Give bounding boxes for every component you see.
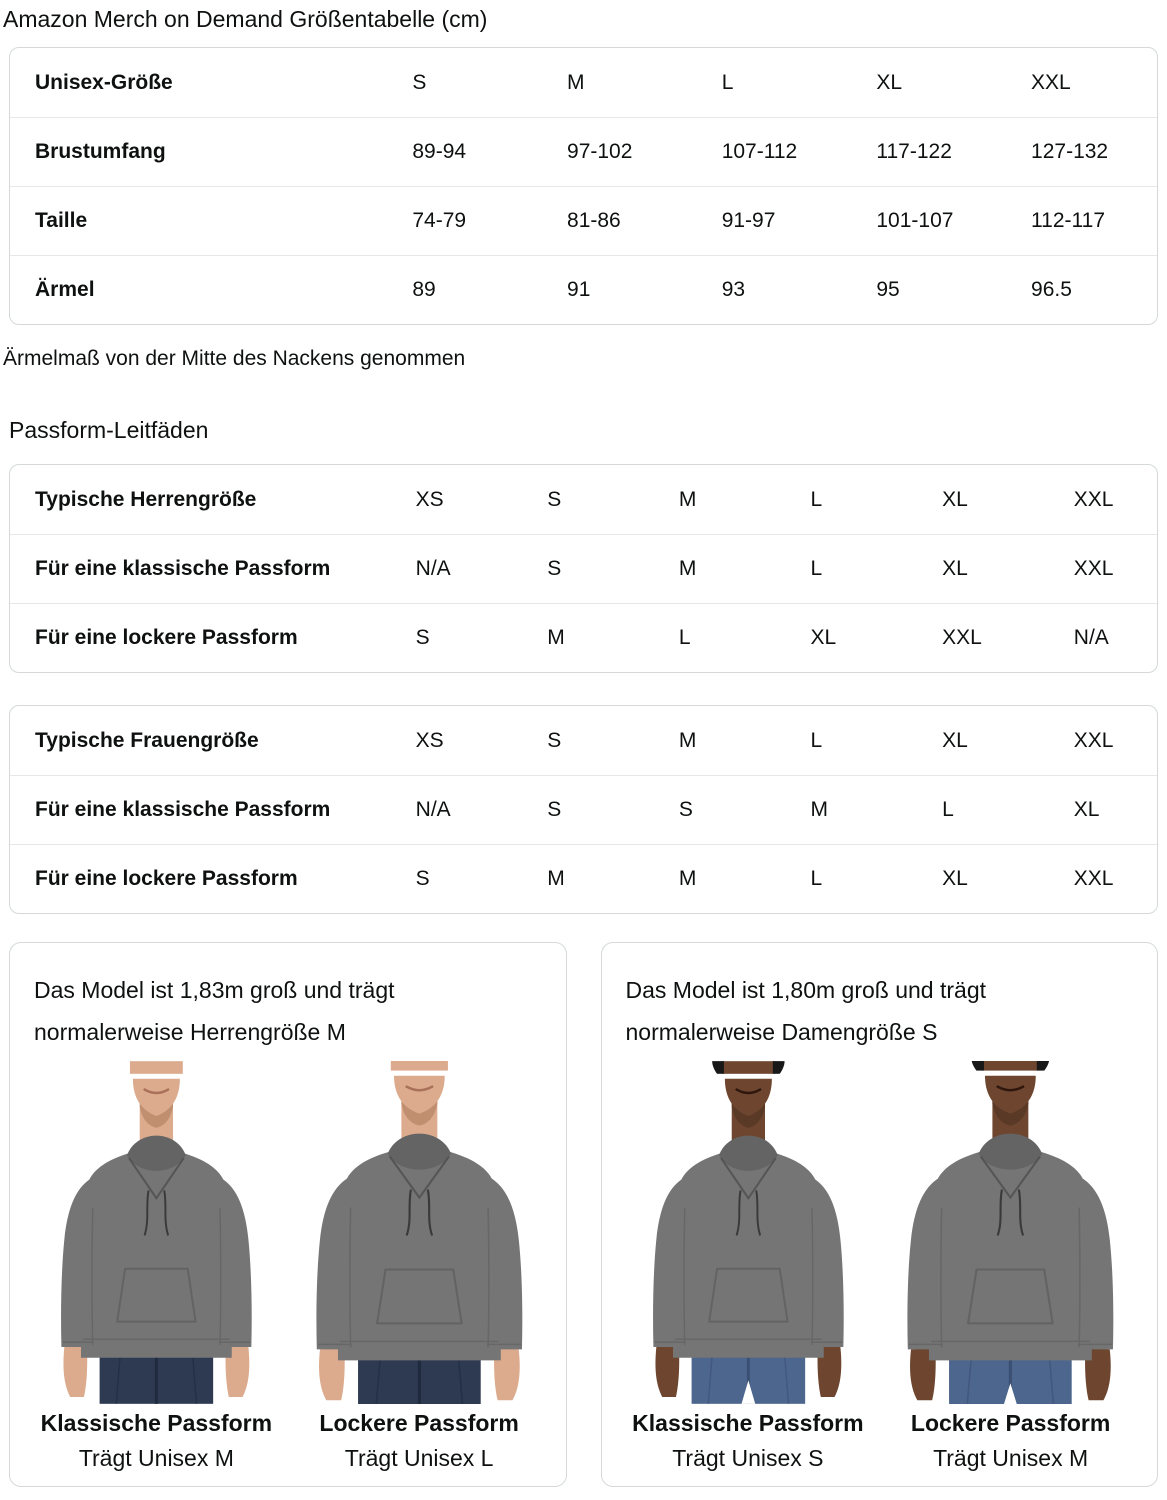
cell: XXL — [942, 626, 982, 649]
row-label: Typische Frauengröße — [35, 728, 259, 752]
size-header-cell: L — [721, 70, 734, 94]
table-row — [10, 465, 1157, 534]
size-header-cell: XXL — [1031, 70, 1071, 94]
size-label: Trägt Unisex S — [672, 1445, 824, 1471]
table-row — [10, 117, 1157, 186]
cell: 93 — [721, 278, 746, 301]
cell: M — [678, 867, 697, 890]
cell: S — [678, 798, 693, 821]
size-label: Trägt Unisex L — [344, 1445, 494, 1471]
size-header-cell: M — [567, 70, 585, 94]
cell: 91-97 — [721, 209, 776, 232]
fit-label: Klassische Passform — [40, 1410, 273, 1436]
cell: 89 — [412, 278, 436, 301]
table-row — [10, 775, 1157, 844]
cell: M — [547, 626, 565, 649]
cell: S — [547, 487, 562, 511]
figure-row — [626, 1061, 1134, 1472]
row-label: Taille — [35, 209, 88, 232]
cell: M — [547, 867, 565, 890]
cell: 81-86 — [567, 209, 621, 232]
figure-block — [297, 1061, 542, 1472]
cell: XS — [415, 728, 444, 752]
cell: XXL — [1073, 487, 1114, 511]
row-label: Unisex-Größe — [35, 70, 173, 94]
cell: XL — [942, 867, 968, 890]
table-row — [10, 844, 1157, 913]
table-row — [10, 603, 1157, 672]
model-description: Das Model ist 1,83m groß und trägt normalerweise Herrengröße M — [34, 977, 395, 1045]
model-description: Das Model ist 1,80m groß und trägt normalerweise Damengröße S — [625, 977, 986, 1045]
cell: N/A — [415, 798, 451, 821]
womens-model-card — [601, 942, 1159, 1487]
mens-fit-table — [9, 464, 1158, 673]
figure-block — [34, 1061, 279, 1472]
cell: L — [810, 557, 823, 580]
cell: M — [810, 798, 829, 821]
fit-label: Klassische Passform — [632, 1410, 864, 1436]
model-photo-female-loose — [888, 1061, 1133, 1404]
cell: 127-132 — [1031, 140, 1109, 163]
row-label: Für eine lockere Passform — [35, 626, 298, 649]
row-label: Für eine klassische Passform — [35, 798, 331, 821]
cell: XL — [942, 487, 968, 511]
sleeve-footnote: Ärmelmaß von der Mitte des Nackens genommen — [3, 347, 466, 370]
figure-block — [888, 1061, 1133, 1472]
row-label: Brustumfang — [35, 140, 166, 163]
cell: XL — [942, 557, 968, 580]
row-label: Für eine lockere Passform — [35, 867, 298, 890]
size-header-cell: XL — [876, 70, 903, 94]
cell: 95 — [876, 278, 900, 301]
page-title: Amazon Merch on Demand Größentabelle (cm) — [3, 6, 488, 32]
cell: 74-79 — [412, 209, 467, 232]
cell: N/A — [1073, 626, 1109, 649]
row-label: Ärmel — [35, 278, 95, 301]
cell: S — [547, 798, 562, 821]
cell: L — [678, 626, 691, 649]
fit-guides-title: Passform-Leitfäden — [9, 417, 209, 443]
cell: 101-107 — [876, 209, 954, 232]
cell: 117-122 — [876, 140, 952, 163]
table-row — [10, 186, 1157, 255]
cell: N/A — [415, 557, 451, 580]
cell: 91 — [567, 278, 591, 301]
cell: 97-102 — [567, 140, 633, 163]
row-label: Typische Herrengröße — [35, 487, 257, 511]
size-label: Trägt Unisex M — [78, 1445, 234, 1471]
cell: XXL — [1073, 557, 1114, 580]
cell: 96.5 — [1031, 278, 1072, 301]
cell: 89-94 — [412, 140, 467, 163]
cell: M — [678, 487, 697, 511]
fit-label: Lockere Passform — [319, 1410, 519, 1436]
model-photo-female-classic — [626, 1061, 871, 1404]
cell: L — [810, 728, 823, 752]
figure-row — [34, 1061, 542, 1472]
cell: S — [415, 626, 430, 649]
size-table-header-row — [10, 48, 1157, 117]
size-label: Trägt Unisex M — [933, 1445, 1089, 1471]
cell: S — [547, 728, 562, 752]
model-photo-male-loose — [297, 1061, 542, 1404]
model-cards — [9, 942, 1158, 1487]
table-row — [10, 534, 1157, 603]
figure-block — [626, 1061, 871, 1472]
cell: XL — [1073, 798, 1100, 821]
mens-model-card — [9, 942, 567, 1487]
cell: XXL — [1073, 728, 1114, 752]
cell: M — [678, 728, 697, 752]
cell: 112-117 — [1031, 209, 1105, 232]
cell: L — [810, 867, 823, 890]
table-row — [10, 255, 1157, 324]
cell: M — [678, 557, 697, 580]
cell: XL — [810, 626, 837, 649]
row-label: Für eine klassische Passform — [35, 557, 331, 580]
cell: S — [415, 867, 430, 890]
cell: L — [942, 798, 954, 821]
cell: XS — [415, 487, 444, 511]
size-table — [9, 47, 1158, 325]
cell: 107-112 — [721, 140, 798, 163]
cell: XXL — [1073, 867, 1114, 890]
cell: S — [547, 557, 562, 580]
fit-label: Lockere Passform — [910, 1410, 1111, 1436]
model-photo-male-classic — [34, 1061, 279, 1404]
size-header-cell: S — [412, 70, 427, 94]
womens-fit-table — [9, 705, 1158, 914]
cell: L — [810, 487, 823, 511]
cell: XL — [942, 728, 968, 752]
table-row — [10, 706, 1157, 775]
